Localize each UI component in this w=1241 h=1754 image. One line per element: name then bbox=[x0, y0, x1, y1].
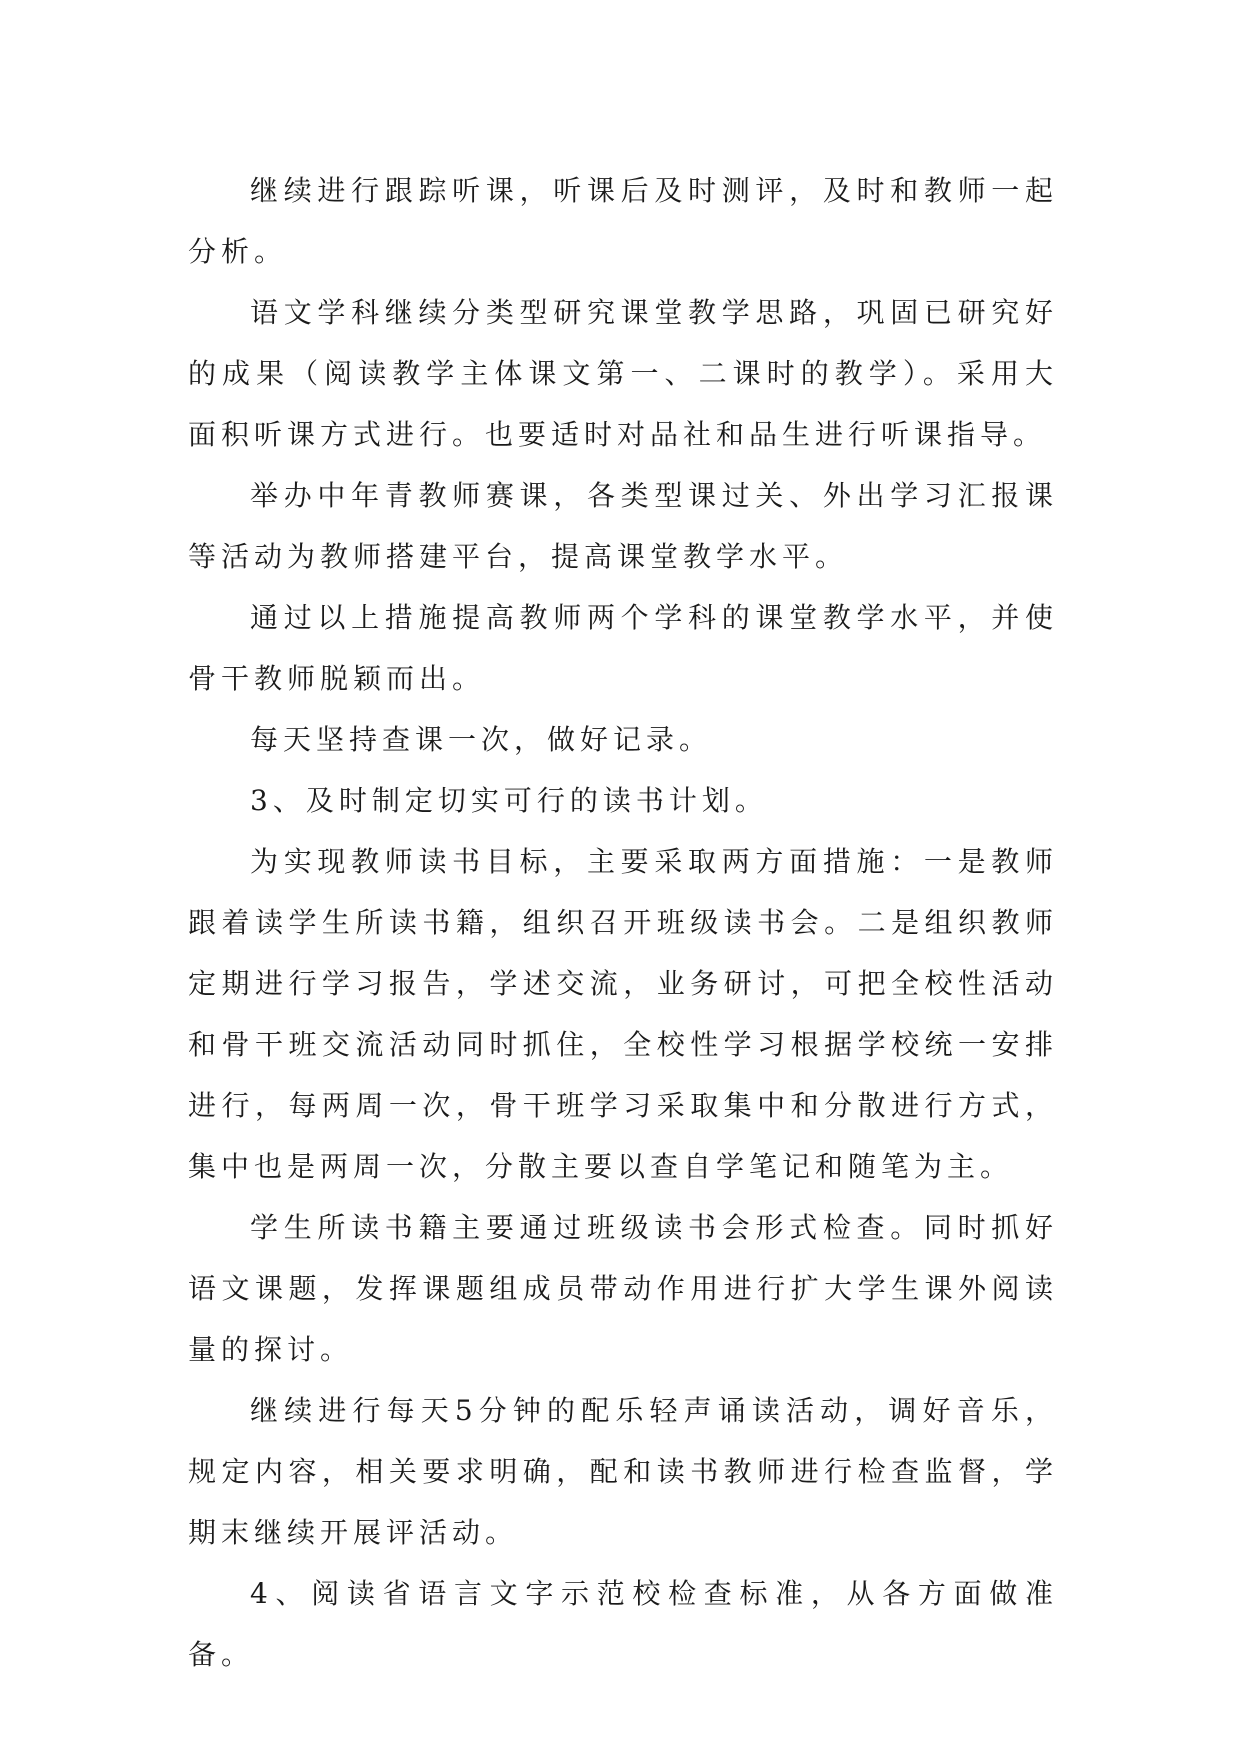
paragraph-recitation-activity: 继续进行每天5分钟的配乐轻声诵读活动，调好音乐，规定内容，相关要求明确，配和读书教师进行检查监督，学期末继续开展评活动。 bbox=[188, 1394, 1058, 1549]
paragraph-daily-check: 每天坚持查课一次，做好记录。 bbox=[250, 723, 713, 756]
paragraph-teacher-contest: 举办中年青教师赛课，各类型课过关、外出学习汇报课等活动为教师搭建平台，提高课堂教学水平。 bbox=[188, 479, 1058, 573]
paragraph-reading-measures: 为实现教师读书目标，主要采取两方面措施：一是教师跟着读学生所读书籍，组织召开班级读书会。二是组织教师定期进行学习报告，学述交流，业务研讨，可把全校性活动和骨干班交流活动同时抓住，全校性学习根据学校统一安排进行，每两周一次，骨干班学习采取集中和分散进行方式，集中也是两周一次，分散主要以查自学笔记和随笔为主。 bbox=[188, 845, 1058, 1183]
paragraph-follow-up-lessons: 继续进行跟踪听课，听课后及时测评，及时和教师一起分析。 bbox=[188, 174, 1058, 268]
document-page bbox=[188, 160, 1058, 1685]
heading-language-standard: 4、阅读省语言文字示范校检查标准，从各方面做准备。 bbox=[188, 1577, 1058, 1671]
paragraph-improve-teaching: 通过以上措施提高教师两个学科的课堂教学水平，并使骨干教师脱颖而出。 bbox=[188, 601, 1058, 695]
heading-reading-plan: 3、及时制定切实可行的读书计划。 bbox=[250, 784, 768, 817]
paragraph-chinese-subject: 语文学科继续分类型研究课堂教学思路，巩固已研究好的成果（阅读教学主体课文第一、二课时的教学）。采用大面积听课方式进行。也要适时对品社和品生进行听课指导。 bbox=[188, 296, 1058, 451]
paragraph-student-reading: 学生所读书籍主要通过班级读书会形式检查。同时抓好语文课题，发挥课题组成员带动作用进行扩大学生课外阅读量的探讨。 bbox=[188, 1211, 1058, 1366]
